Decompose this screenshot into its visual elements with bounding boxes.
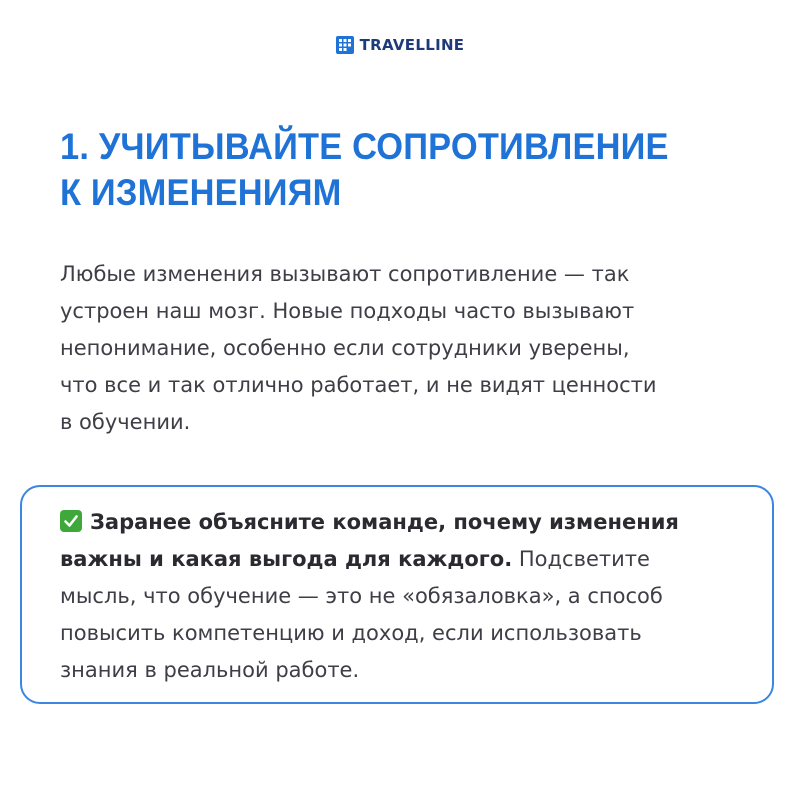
- tip-line-3: мысль, что обучение — это не «обязаловка», а способ: [60, 584, 663, 608]
- body-line-2: устроен наш мозг. Новые подходы часто вызывают: [60, 299, 635, 323]
- tip-line-5: знания в реальной работе.: [60, 658, 360, 682]
- body-line-5: в обучении.: [60, 410, 191, 434]
- tip-line-1: [60, 504, 679, 541]
- title-line-2: К ИЗМЕНЕНИЯМ: [60, 172, 342, 213]
- logo: [0, 36, 800, 54]
- body-line-1: Любые изменения вызывают сопротивление — так: [60, 262, 630, 286]
- body-line-4: что все и так отлично работает, и не видят ценности: [60, 373, 657, 397]
- page-title: [60, 124, 669, 216]
- tip-line-2: [60, 541, 679, 578]
- logo-text: TRAVELLINE: [359, 36, 465, 54]
- tip-line-4: повысить компетенцию и доход, если использовать: [60, 621, 642, 645]
- body-paragraph: [60, 256, 750, 441]
- tip-line-2-rest: Подсветите: [512, 547, 650, 571]
- tip-bold-line-1: Заранее объясните команде, почему изменения: [90, 510, 679, 534]
- check-mark-icon: [60, 510, 82, 532]
- body-line-3: непонимание, особенно если сотрудники уверены,: [60, 336, 630, 360]
- travelline-grid-icon: [336, 36, 354, 54]
- tip-bold-line-2: важны и какая выгода для каждого.: [60, 547, 513, 571]
- title-line-1: 1. УЧИТЫВАЙТЕ СОПРОТИВЛЕНИЕ: [60, 126, 669, 167]
- tip-text: [60, 504, 679, 689]
